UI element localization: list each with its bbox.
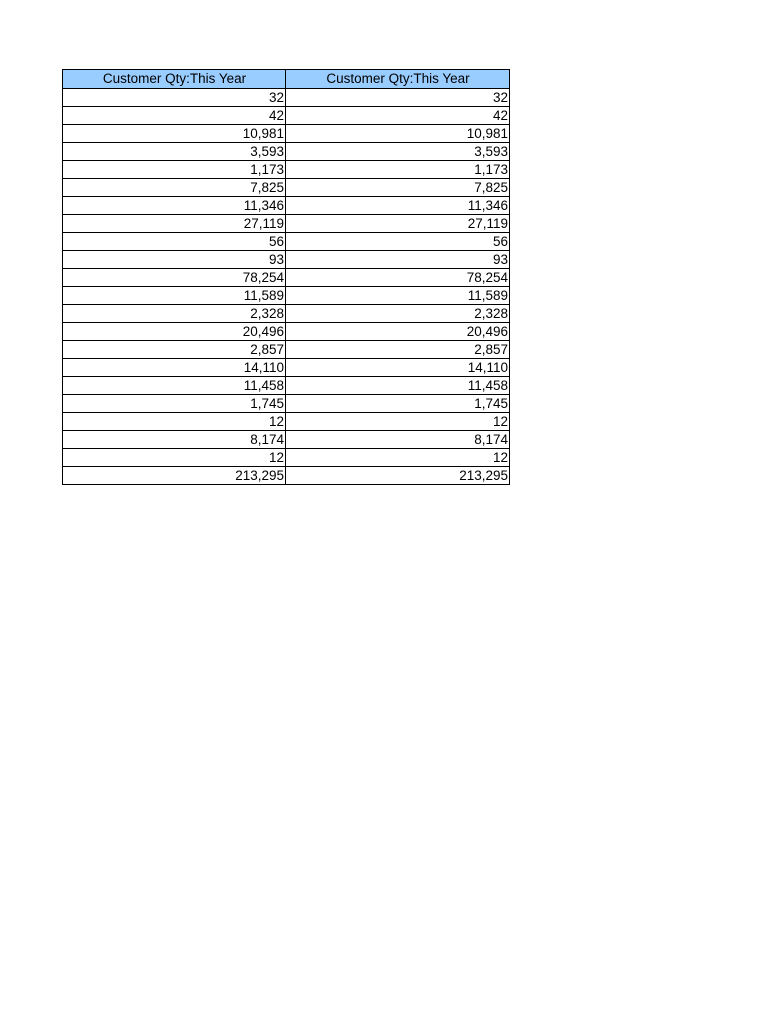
table-cell[interactable]: 42	[286, 107, 510, 125]
table-row	[63, 143, 510, 161]
table-cell[interactable]: 20,496	[286, 323, 510, 341]
table-cell[interactable]: 1,173	[63, 161, 286, 179]
table-cell[interactable]: 8,174	[286, 431, 510, 449]
spreadsheet-page	[62, 69, 510, 485]
table-cell[interactable]: 56	[63, 233, 286, 251]
table-row	[63, 323, 510, 341]
table-header-row	[63, 70, 510, 89]
table-cell[interactable]: 2,328	[286, 305, 510, 323]
table-row	[63, 89, 510, 107]
customer-qty-table	[62, 69, 510, 485]
table-row	[63, 395, 510, 413]
table-cell[interactable]: 2,857	[286, 341, 510, 359]
table-cell[interactable]: 10,981	[63, 125, 286, 143]
table-cell[interactable]: 14,110	[286, 359, 510, 377]
table-cell[interactable]: 12	[286, 413, 510, 431]
table-cell[interactable]: 93	[63, 251, 286, 269]
column-header-customer-qty-1[interactable]: Customer Qty:This Year	[63, 70, 286, 89]
table-cell[interactable]: 93	[286, 251, 510, 269]
column-header-customer-qty-2[interactable]: Customer Qty:This Year	[286, 70, 510, 89]
table-row	[63, 197, 510, 215]
table-row	[63, 377, 510, 395]
table-cell[interactable]: 56	[286, 233, 510, 251]
table-cell[interactable]: 32	[63, 89, 286, 107]
table-cell[interactable]: 12	[63, 413, 286, 431]
table-cell[interactable]: 2,857	[63, 341, 286, 359]
table-row	[63, 179, 510, 197]
table-cell[interactable]: 20,496	[63, 323, 286, 341]
table-cell[interactable]: 2,328	[63, 305, 286, 323]
table-cell[interactable]: 3,593	[286, 143, 510, 161]
table-cell[interactable]: 213,295	[286, 467, 510, 485]
table-row	[63, 431, 510, 449]
table-row	[63, 449, 510, 467]
table-cell[interactable]: 12	[63, 449, 286, 467]
table-cell[interactable]: 11,458	[63, 377, 286, 395]
table-cell[interactable]: 3,593	[63, 143, 286, 161]
table-cell[interactable]: 78,254	[63, 269, 286, 287]
table-cell[interactable]: 11,589	[286, 287, 510, 305]
table-row	[63, 251, 510, 269]
table-cell[interactable]: 78,254	[286, 269, 510, 287]
table-cell[interactable]: 11,346	[286, 197, 510, 215]
table-row	[63, 341, 510, 359]
table-cell[interactable]: 1,745	[286, 395, 510, 413]
table-cell[interactable]: 11,589	[63, 287, 286, 305]
table-row	[63, 107, 510, 125]
table-cell[interactable]: 8,174	[63, 431, 286, 449]
table-row	[63, 269, 510, 287]
table-cell[interactable]: 11,458	[286, 377, 510, 395]
table-cell[interactable]: 27,119	[63, 215, 286, 233]
table-cell[interactable]: 42	[63, 107, 286, 125]
table-row	[63, 161, 510, 179]
table-row	[63, 233, 510, 251]
table-row	[63, 215, 510, 233]
table-cell[interactable]: 11,346	[63, 197, 286, 215]
table-cell[interactable]: 7,825	[286, 179, 510, 197]
table-cell[interactable]: 10,981	[286, 125, 510, 143]
table-cell[interactable]: 32	[286, 89, 510, 107]
table-body	[63, 89, 510, 485]
table-row	[63, 125, 510, 143]
table-row	[63, 305, 510, 323]
table-cell[interactable]: 213,295	[63, 467, 286, 485]
table-cell[interactable]: 27,119	[286, 215, 510, 233]
table-cell[interactable]: 1,173	[286, 161, 510, 179]
table-cell[interactable]: 7,825	[63, 179, 286, 197]
table-cell[interactable]: 1,745	[63, 395, 286, 413]
table-row	[63, 467, 510, 485]
table-row	[63, 413, 510, 431]
table-row	[63, 287, 510, 305]
table-cell[interactable]: 14,110	[63, 359, 286, 377]
table-row	[63, 359, 510, 377]
table-cell[interactable]: 12	[286, 449, 510, 467]
